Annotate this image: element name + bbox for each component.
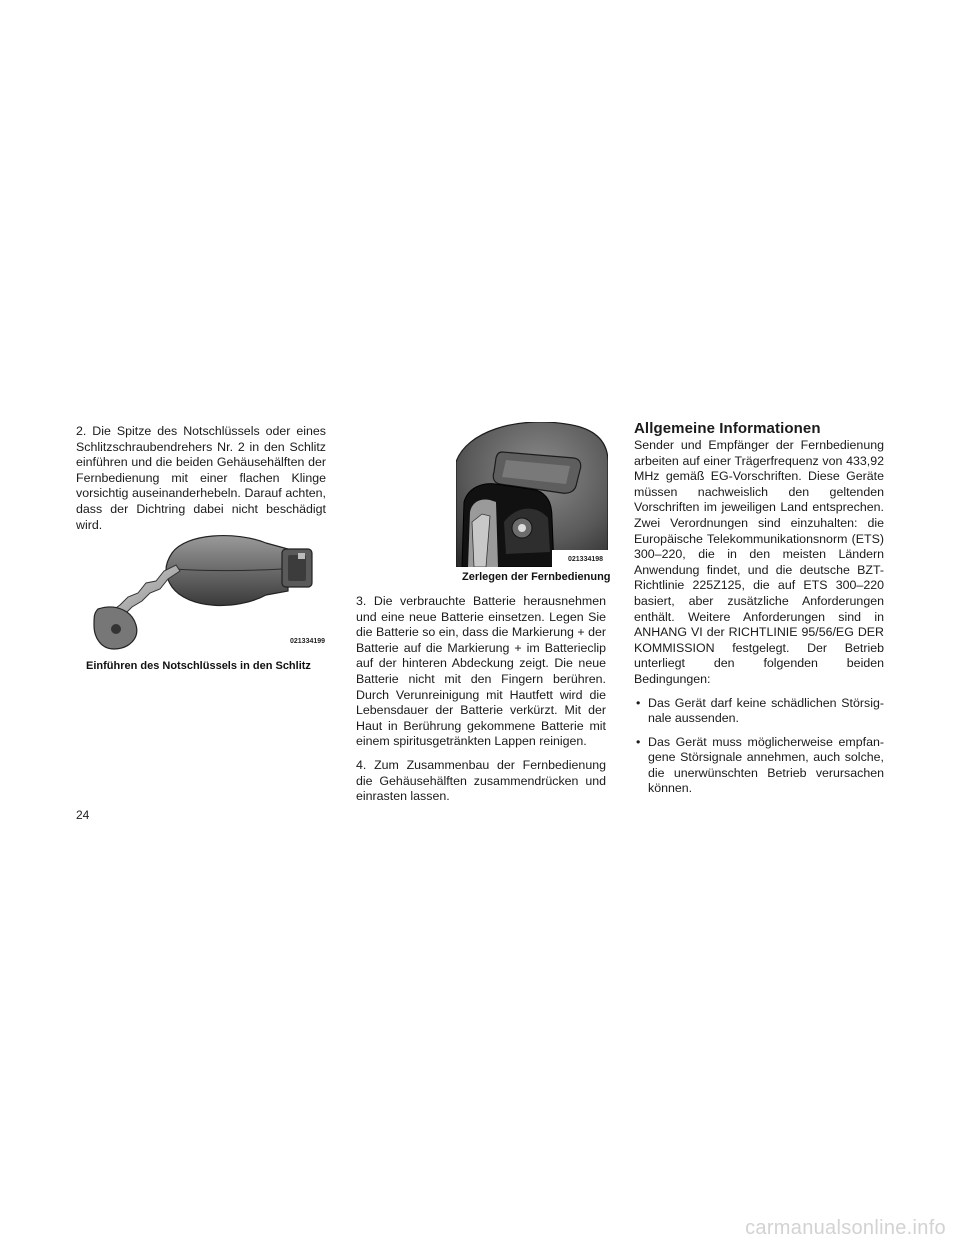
bullet-icon: •: [636, 734, 641, 749]
left-column: [76, 424, 326, 541]
watermark: carmanualsonline.info: [745, 1217, 946, 1239]
figure1-code: 021334199: [290, 638, 326, 645]
page-number: 24: [76, 808, 90, 822]
disassemble-illustration: [456, 422, 608, 567]
figure-key-insert: [76, 525, 326, 655]
figure-disassemble: [456, 422, 608, 567]
list-item: • Das Gerät muss möglicherweise empfangene Störsignale annehmen, auch solche, die unerwünschten Betrieb verursachen können.: [636, 734, 884, 796]
section-body: Sender und Empfänger der Fernbedienung arbeiten auf einer Trägerfrequenz von 433,92 MHz gemäß EG-Vorschriften. Diese Geräte müssen nachweislich den geltenden Vorschriften im jeweiligen Land entsprechen. Zwei Verordnungen sind einzuhalten: die Europäische Telekommunikationsnorm (ETS) 300–220, die in den meisten Ländern Anwendung findet, und die deutsche BZT-Richtlinie 225Z125, die auf ETS 300–220 basiert, aber zusätzliche Anforderungen enthält. Weitere Anforderungen sind in ANHANG VI der RICHTLINIE 95/56/EG DER KOMMISSION festgelegt. Der Betrieb unterliegt den folgenden beiden Bedingungen:: [634, 438, 884, 686]
step-3-text: 3. Die verbrauchte Batterie herausnehmen und eine neue Batterie einsetzen. Legen Sie die Batterie so ein, dass die Markierung + der Batterie auf die Markierung + im Batterieclip auf der hinteren Abdeckung zeigt. Die neue Batterie nicht mit den Fingern berühren. Durch Verunreinigung mit Hautfett wird die Lebensdauer der Batterie verkürzt. Mit der Haut in Berührung gekommene Batterie mit einem spiritusgetränkten Lappen reinigen.: [356, 594, 606, 749]
bullet-icon: •: [636, 695, 641, 710]
step-2-text: 2. Die Spitze des Notschlüssels oder eines Schlitzschraubendrehers Nr. 2 in den Schlitz einführen und die beiden Gehäusehälften der Fernbedienung mit einer flachen Klinge vorsichtig auseinanderhebeln. Darauf achten, dass der Dichtring dabei nicht beschädigt wird.: [76, 424, 326, 532]
figure2-caption: Zerlegen der Fernbedienung: [462, 571, 611, 583]
key-insert-illustration: [76, 525, 326, 655]
right-column: [634, 420, 884, 805]
section-heading: Allgemeine Informationen: [634, 420, 821, 437]
figure1-caption: Einführen des Notschlüssels in den Schlitz: [86, 660, 311, 672]
condition-list: [634, 696, 884, 798]
figure2-code: 021334198: [568, 556, 604, 563]
step-4-text: 4. Zum Zusammenbau der Fernbedienung die Gehäusehälften zusammendrücken und einrasten lassen.: [356, 757, 606, 804]
list-item: • Das Gerät darf keine schädlichen Störsignale aussenden.: [636, 695, 884, 726]
middle-column: [356, 594, 606, 813]
